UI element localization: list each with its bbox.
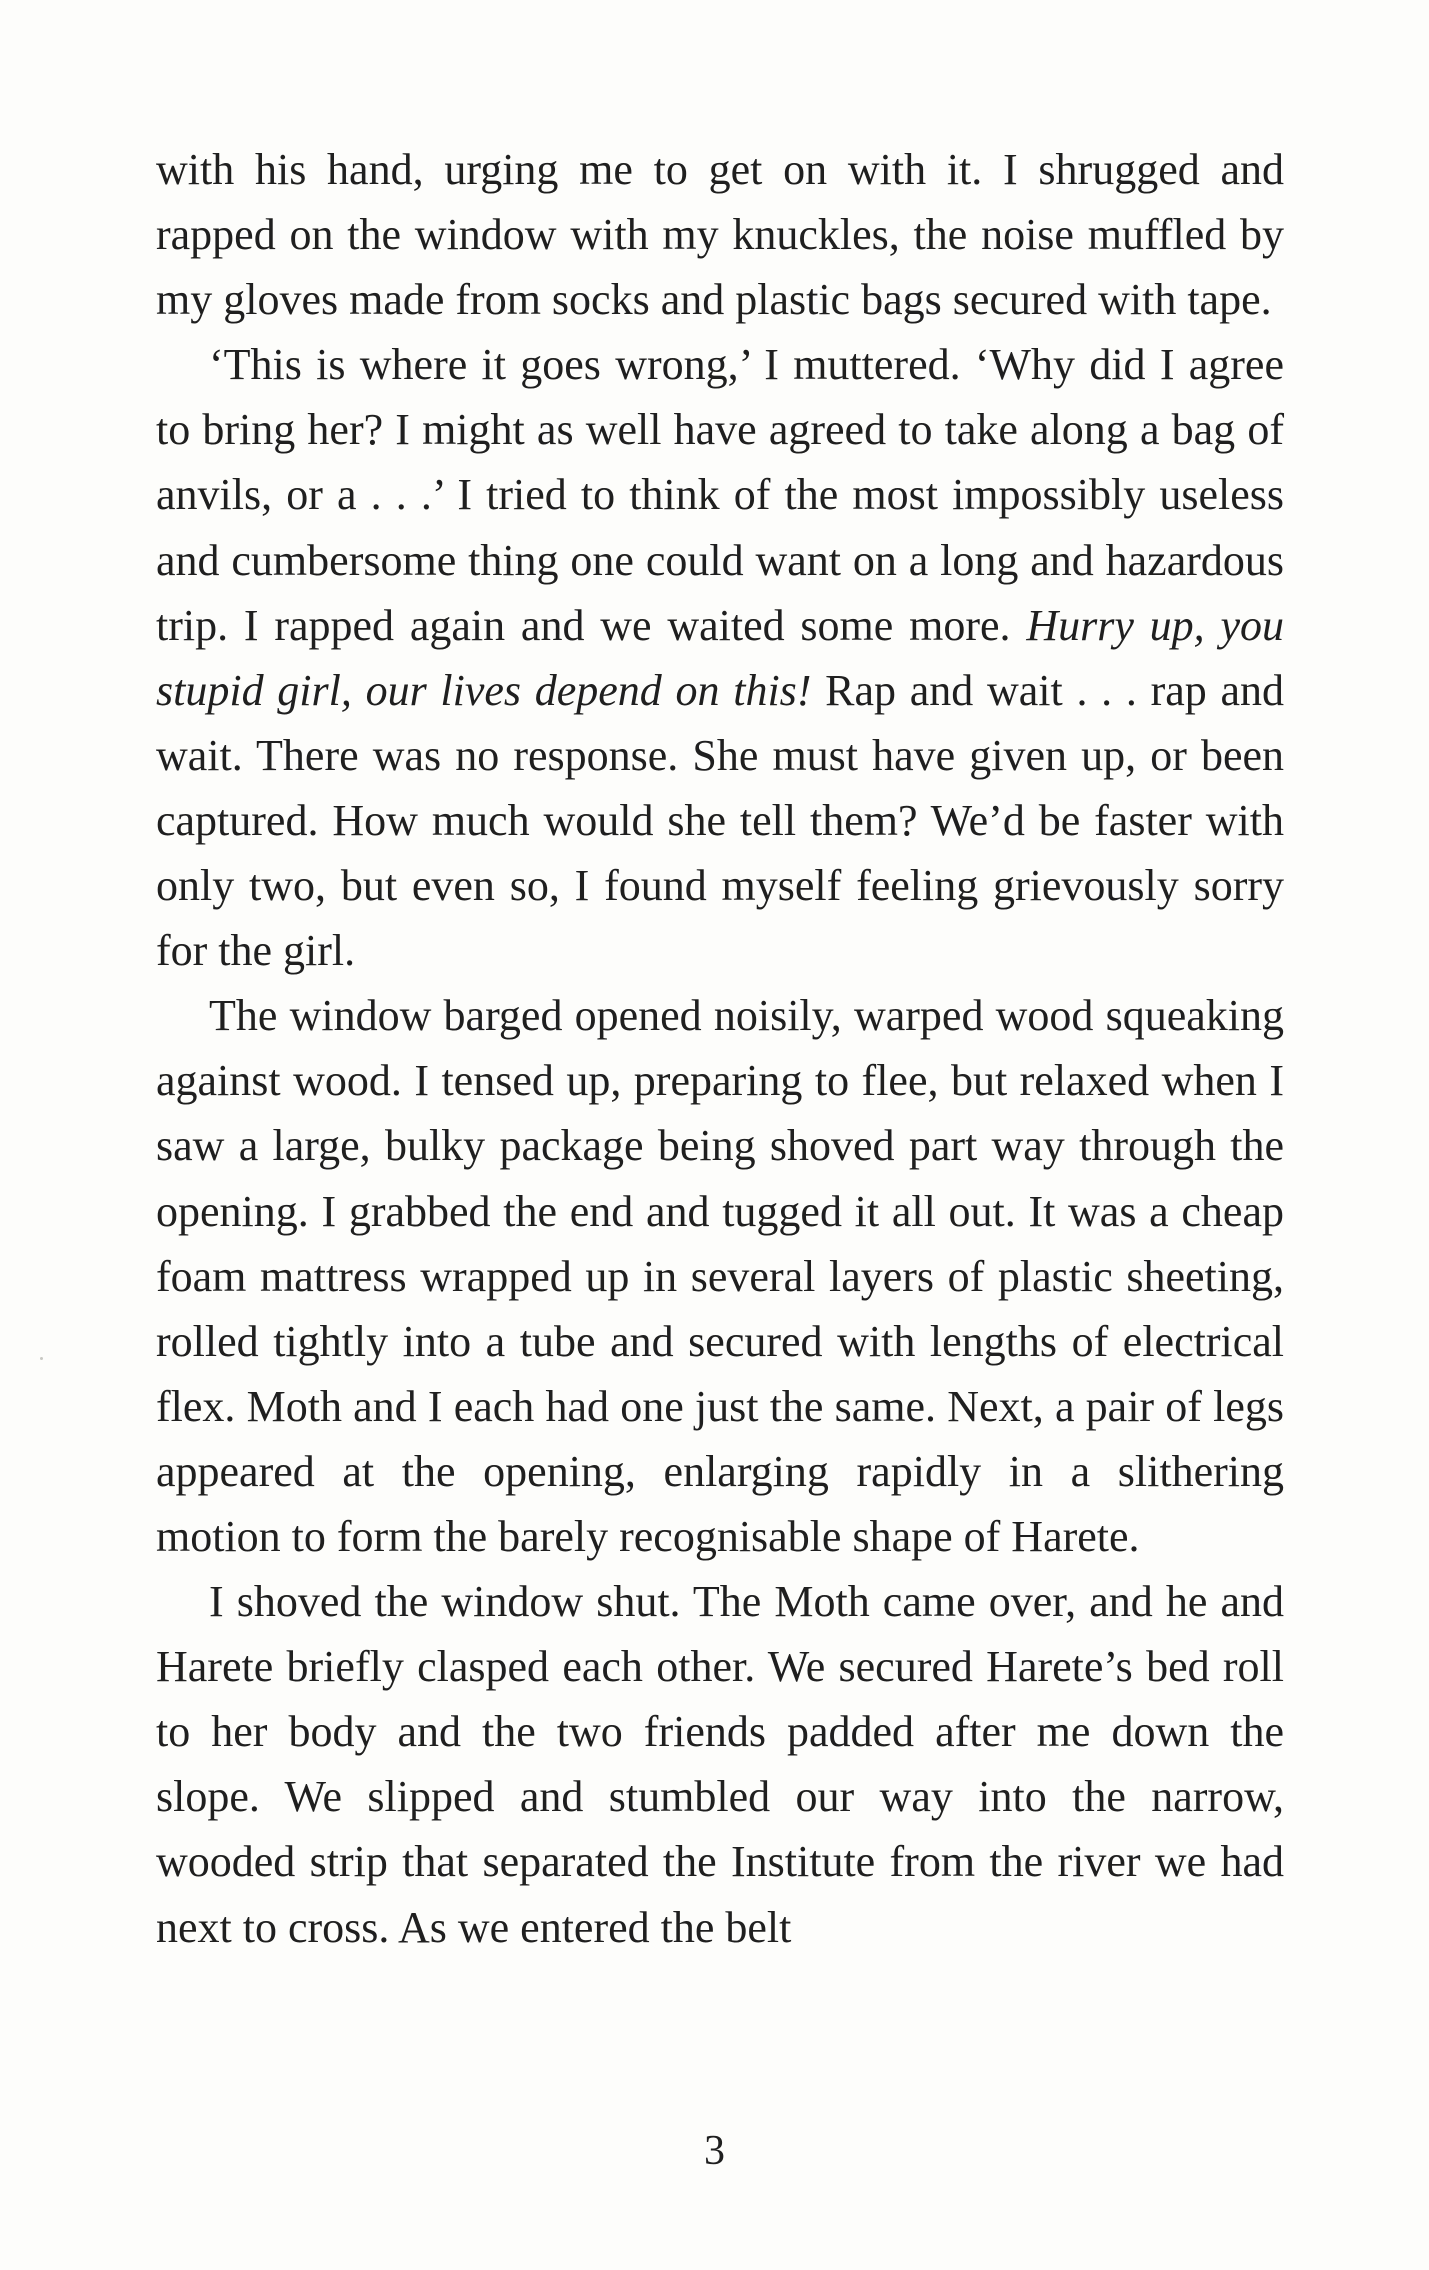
paragraph: [156, 332, 1284, 983]
page-number: 3: [704, 2128, 725, 2174]
paragraph: [156, 983, 1284, 1569]
text-run: with his hand, urging me to get on with it. I shrugged and rapped on the window with my knuckles, the noise muffled by my gloves made from socks and plastic bags secured with tape.: [156, 145, 1284, 325]
text-run: I shoved the window shut. The Moth came over, and he and Harete briefly clasped each other. We secured Harete’s bed roll to her body and the two friends padded after me down the slope. We slipped and stumbled our way into the narrow, wooded strip that separated the Institute from the river we had next to cross. As we entered the belt: [156, 1577, 1284, 1952]
text-run: The window barged opened noisily, warped wood squeaking against wood. I tensed up, preparing to flee, but relaxed when I saw a large, bulky package being shoved part way through the opening. I grabbed the end and tugged it all out. It was a cheap foam mattress wrapped up in several layers of plastic sheeting, rolled tightly into a tube and secured with lengths of electrical flex. Moth and I each had one just the same. Next, a pair of legs appeared at the opening, enlarging rapidly in a slithering motion to form the barely recognisable shape of Harete.: [156, 991, 1284, 1561]
paragraph: [156, 1569, 1284, 1960]
paper-speck: [40, 1357, 43, 1360]
text-run: Rap and wait . . . rap and wait. There was no response. She must have given up, or been captured. How much would she tell them? We’d be faster with only two, but even so, I found myself feeling grievously sorry for the girl.: [156, 665, 1285, 976]
body-text: [156, 137, 1284, 1960]
paragraph: [156, 137, 1284, 332]
text-run: ‘This is where it goes wrong,’ I muttered. ‘Why did I agree to bring her? I might as well have agreed to take along a bag of anvils, or a . . .’ I tried to think of the most impossibly useless and cumbersome thing one could want on a long and hazardous trip. I rapped again and we waited some more.: [156, 340, 1284, 650]
italic-text-run: Hurry up, you stupid girl, our lives depend on this!: [156, 600, 1284, 715]
